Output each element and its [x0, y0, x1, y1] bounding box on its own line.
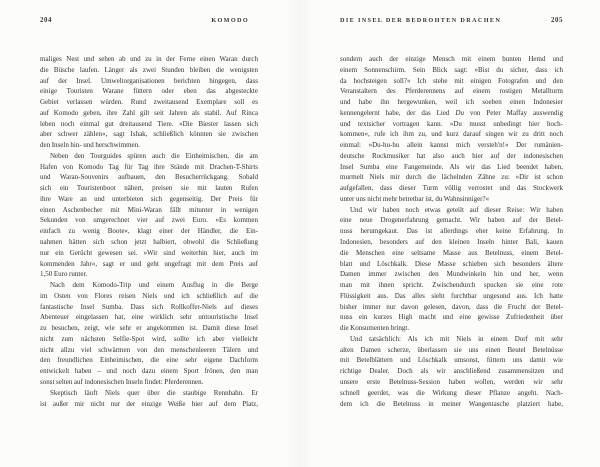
text-line: Indonesien, besonders auf den kleinen Inseln hinter Bali, kauen: [340, 238, 563, 247]
body-text-left: [40, 54, 258, 409]
text-line: mit Betelblättern und Löschkalk umsonst, füttern uns damit wie: [340, 356, 563, 365]
text-line: schnell geerdet, was die Wirkung dieser Pflanze angeht. Nach-: [340, 388, 563, 397]
text-line: deutsche Rockmusiker hat also auch hier auf der indonesischen: [340, 151, 563, 160]
text-line: Nach dem Komodo-Trip und einem Ausflug in die Berge: [50, 281, 258, 290]
text-line: auf der Insel. Umweltorganisationen berichten hingegen, dass: [40, 76, 258, 85]
page-right: [340, 17, 563, 437]
text-line: unter uns nicht mehr betretbar ist, du Wahnsinniger?«: [340, 194, 490, 203]
page-left-header: [40, 17, 258, 24]
text-line: entwickelt haben – und noch dazu einem Sport frönen, den man: [40, 367, 258, 376]
text-line: Gebiet verlassen würden. Rund zweitausend Exemplare soll es: [40, 98, 258, 107]
text-line: und Waran-Souvenirs aufbauen, den Besucherrückgang. Sobald: [40, 173, 258, 182]
text-line: richtige Dealer. Doch als wir anschließend zusammensitzen und: [340, 367, 563, 376]
text-line: Skeptisch läuft Niels quer über die staubige Rennbahn. Er: [50, 388, 258, 397]
text-line: und habe ihn hergewunken, weil ich soeben einen Indonesier: [340, 98, 563, 107]
text-line: unsere erste Betelnuss-Session haben wollen, werden wir sehr: [340, 377, 563, 386]
page-right-header: [340, 17, 563, 24]
text-line: kommenden Jahr«, sagt er und geht ungefragt mit dem Preis auf: [40, 259, 258, 268]
text-line: auf Komodo geben, ihre Zahl gilt seit Jahren als stabil. Auf Rinca: [40, 108, 258, 117]
text-line: 1,50 Euro runter.: [40, 270, 88, 279]
text-line: Und tatsächlich: Als ich mit Niels in einem Dorf mit sehr: [350, 334, 563, 343]
text-line: einem Sonnenschirm. Sein Blick sagt: »Bist du sicher, dass ich: [340, 65, 563, 74]
running-head-left: KOMODO: [211, 17, 249, 24]
text-line: einmal: »Du-hu-hu allein kannst mich versteh'n!« Der rumänien-: [340, 141, 563, 150]
text-line: dem ich die Betelnuss in meiner Wangentasche platziert habe,: [340, 399, 563, 408]
page-left: [40, 17, 258, 437]
text-line: den Inseln hin- und herschwimmen.: [40, 141, 140, 150]
text-line: murmelt Niels mir durch die lächelnden Zähne zu: »Dir ist schon: [340, 173, 563, 182]
text-line: den freundlichen Einheimischen, die eine sehr eigene Dachform: [40, 356, 258, 365]
text-line: die Büsche laufen. Länger als zwei Stunden bleiben die wenigsten: [40, 65, 258, 74]
text-line: man mit ihnen spricht. Zwischendurch spucken sie eine rote: [340, 281, 563, 290]
text-line: Sekunden von umgerechnet vier auf zwei Euro. »Es kommen: [40, 216, 258, 225]
text-line: maliges Nest und sehen ab und zu in der Ferne einen Waran durch: [40, 55, 258, 63]
text-line: Insel Sumba eine Fangemeinde. Als wir das Lied beendet haben,: [340, 162, 563, 171]
text-line: nicht allzu viel schwärmen von den menschenleeren Tälern und: [40, 345, 258, 354]
text-line: nur ein Gerücht gewesen sei. »Wir sind weiterhin hier, auch im: [40, 248, 258, 257]
text-line: nuss herumgekaut. Das ist allerdings eher keine Erfahrung. In: [340, 227, 563, 236]
text-line: ihre Ware an und unterbieten sich gegenseitig. Der Preis für: [40, 194, 258, 203]
text-line: Damen immer zwischen den Mundwinkeln hin und her, wenn: [340, 270, 563, 279]
text-line: bisher immer nur davon gelesen, davon, dass die Frucht der Betel-: [340, 302, 563, 311]
text-line: nahmen hätten sich schon jetzt halbiert, obwohl die Schließung: [40, 238, 258, 247]
text-line: die Menschen eine seltsame Masse aus Betelnuss, einem Betel-: [340, 248, 563, 257]
text-line: sondern auch der einzige Mensch mit einem bunten Hemd und: [340, 55, 563, 63]
page-number-left: 204: [40, 17, 52, 24]
text-line: Flüssigkeit aus. Das alles sieht furchtbar ungesund aus. Ich hatte: [340, 291, 563, 300]
text-line: kennengelernt habe, der das Lied Du von Peter Maffay auswendig: [340, 108, 563, 117]
text-line: kommen«, rufe ich ihm zu, und kurz darauf singen wir zu dritt noch: [340, 130, 563, 139]
text-line: einen Aschenbecher mit Mini-Waran fällt mitunter in wenigen: [40, 205, 258, 214]
text-line: leben noch einmal gut dreitausend Tiere. »Die Biester lassen sich: [40, 119, 258, 128]
running-head-right: DIE INSEL DER BEDROHTEN DRACHEN: [340, 17, 502, 24]
body-text-right: [340, 54, 563, 409]
text-line: im Osten von Flores reisen Niels und ich schließlich auf die: [40, 291, 258, 300]
text-line: sonst selten auf indonesischen Inseln findet: Pferderennen.: [40, 377, 204, 386]
text-line: eine neue Drogenerfahrung gemacht. Wir haben auf der Betel-: [340, 216, 563, 225]
text-line: Hafen von Komodo Tag für Tag ihre Stände mit Drachen-T-Shirts: [40, 162, 258, 171]
text-line: Und wir haben noch etwas geteilt auf dieser Reise: Wir haben: [350, 205, 563, 214]
text-line: nuss ein kurzes High macht und eine gewisse Zufriedenheit über: [340, 313, 563, 322]
text-line: einige Touristen Warane füttern oder eben das abgesteckte: [40, 87, 258, 96]
text-line: blatt und Löschkalk. Diese Masse schieben sich besonders ältere: [340, 259, 563, 268]
text-line: und textsicher vortragen kann. »Du musst unbedingt hier hoch-: [340, 119, 563, 128]
text-line: zu besuchen, zeigt, wie sehr er angekommen ist. Damit diese Insel: [40, 324, 258, 333]
text-line: nicht zum nächsten Selfie-Spot wird, sollte ich aber vielleicht: [40, 334, 258, 343]
text-line: aufgefallen, dass dieser Turm völlig verrostet und das Stockwerk: [340, 184, 563, 193]
text-line: Abenteuer eingelassen hat, eine wirklich sehr untouristische Insel: [40, 313, 258, 322]
text-line: Neben den Tourguides spüren auch die Einheimischen, die am: [50, 151, 258, 160]
text-line: einfach zu wenig Boote«, klagt einer der Händler, die Ein-: [40, 227, 258, 236]
text-line: alten Damen scherze, überlassen sie uns einen Beutel Betelnüsse: [340, 345, 563, 354]
text-line: fantastische Insel Sumba. Dass sich Rollkoffer-Niels auf dieses: [40, 302, 258, 311]
text-line: aber schwer zählen«, sagt Ishak, schließlich könnten sie zwischen: [40, 130, 258, 139]
text-line: ist außer mir nicht nur der einzige Weiße hier auf dem Platz,: [40, 399, 258, 408]
text-line: Veranstaltern des Pferderennens auf einem rostigen Metallturm: [340, 87, 563, 96]
text-line: die Konsumenten bringt.: [340, 324, 410, 333]
text-line: da hochsteigen soll?« Ich stehe mit einigen Fotografen und den: [340, 76, 563, 85]
page-number-right: 205: [551, 17, 563, 24]
text-line: sich ein Touristenboot nähert, preisen sie mit lauten Rufen: [40, 184, 258, 193]
